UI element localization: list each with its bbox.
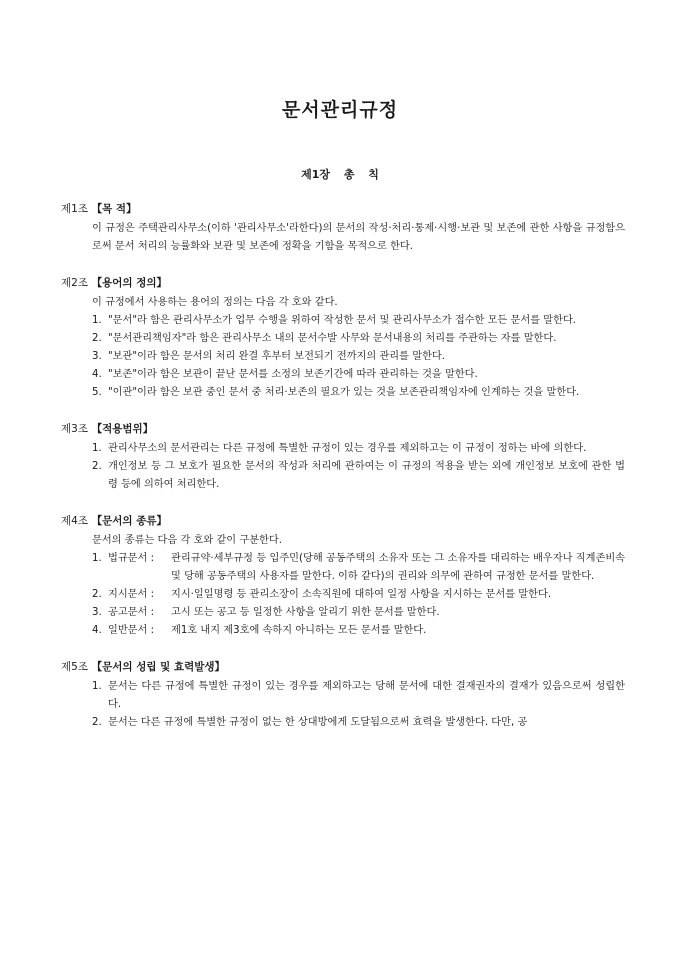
article-heading (61, 512, 625, 530)
article-intro: 이 규정에서 사용하는 용어의 정의는 다음 각 호와 같다. (92, 297, 338, 308)
article-heading (61, 200, 625, 218)
item-text: 문서는 다른 규정에 특별한 규정이 없는 한 상대방에게 도달됨으로써 효력을 발생한다. 다만, 공 (108, 717, 528, 728)
list-item (61, 458, 625, 494)
document-title: 문서관리규정 (281, 99, 399, 121)
item-number: 1. (92, 443, 102, 454)
article-title: 【문서의 종류】 (91, 515, 167, 527)
item-text: 관리규약·세부규정 등 입주민(당해 공동주택의 소유자 또는 그 소유자를 대리하는 배우자나 직계존비속 및 당해 공동주택의 사용자를 말한다. 이하 같다)의 권리와 의무에 관하여 규정한 문서를 말한다. (171, 553, 625, 582)
item-number: 4. (92, 625, 102, 636)
item-text: 고시 또는 공고 등 일정한 사항을 알리기 위한 문서를 말한다. (171, 607, 440, 618)
article-3 (61, 420, 625, 494)
list-item (61, 348, 625, 366)
item-term: 공고문서 : (108, 607, 155, 618)
item-number: 5. (92, 387, 102, 398)
item-number: 3. (92, 607, 102, 618)
definition-item (61, 586, 625, 604)
article-heading (61, 658, 625, 676)
article-number: 제4조 (61, 515, 88, 527)
item-term: 일반문서 : (108, 625, 155, 636)
article-title: 【적용범위】 (91, 423, 154, 435)
item-term: 지시문서 : (108, 589, 155, 600)
article-number: 제2조 (61, 277, 88, 289)
chapter-heading: 제1장 총 칙 (301, 168, 379, 181)
definition-item (61, 604, 625, 622)
article-5 (61, 658, 625, 732)
article-text: 이 규정은 주택관리사무소(이하 '관리사무소'라한다)의 문서의 작성·처리·통제·시행·보관 및 보존에 관한 사항을 규정함으로써 문서 처리의 능률화와 보관 및 보존에 정확을 기함을 목적으로 한다. (92, 223, 625, 252)
document-body (61, 200, 625, 750)
item-text: "문서"라 함은 관리사무소가 업무 수행을 위하여 작성한 문서 및 관리사무소가 접수한 모든 문서를 말한다. (108, 315, 577, 326)
item-text: "보존"이라 함은 보관이 끝난 문서를 소정의 보존기간에 따라 관리하는 것을 말한다. (108, 369, 478, 380)
article-4 (61, 512, 625, 640)
definition-item (61, 550, 625, 586)
item-text: 제1호 내지 제3호에 속하지 아니하는 모든 문서를 말한다. (171, 625, 427, 636)
item-text: "보관"이라 함은 문서의 처리 완결 후부터 보전되기 전까지의 관리를 말한다. (108, 351, 445, 362)
list-item (61, 312, 625, 330)
item-number: 2. (92, 717, 102, 728)
item-number: 4. (92, 369, 102, 380)
article-2 (61, 274, 625, 402)
item-number: 2. (92, 333, 102, 344)
definition-item (61, 622, 625, 640)
item-number: 1. (92, 315, 102, 326)
item-number: 3. (92, 351, 102, 362)
item-text: "문서관리책임자"라 함은 관리사무소 내의 문서수발 사무와 문서내용의 처리를 주관하는 자를 말한다. (108, 333, 557, 344)
article-number: 제1조 (61, 203, 88, 215)
list-item (61, 384, 625, 402)
item-text: "이관"이라 함은 보관 중인 문서 중 처리·보존의 필요가 있는 것을 보존관리책임자에 인계하는 것을 말한다. (108, 387, 580, 398)
article-number: 제3조 (61, 423, 88, 435)
article-number: 제5조 (61, 661, 88, 673)
item-number: 1. (92, 681, 102, 692)
list-item (61, 714, 625, 732)
item-term: 법규문서 : (108, 553, 155, 564)
article-title: 【목 적】 (91, 203, 137, 215)
article-title: 【문서의 성립 및 효력발생】 (91, 661, 226, 673)
list-item (61, 440, 625, 458)
article-title: 【용어의 정의】 (91, 277, 167, 289)
item-text: 개인정보 등 그 보호가 필요한 문서의 작성과 처리에 관하여는 이 규정의 적용을 받는 외에 개인정보 보호에 관한 법령 등에 의하여 처리한다. (108, 461, 625, 490)
item-number: 2. (92, 589, 102, 600)
list-item (61, 366, 625, 384)
item-number: 1. (92, 553, 102, 564)
item-text: 관리사무소의 문서관리는 다른 규정에 특별한 규정이 있는 경우를 제외하고는 이 규정이 정하는 바에 의한다. (108, 443, 587, 454)
item-text: 문서는 다른 규정에 특별한 규정이 있는 경우를 제외하고는 당해 문서에 대한 결재권자의 결재가 있음으로써 성립한다. (108, 681, 625, 710)
article-heading (61, 420, 625, 438)
item-number: 2. (92, 461, 102, 472)
article-intro: 문서의 종류는 다음 각 호와 같이 구분한다. (92, 535, 282, 546)
list-item (61, 330, 625, 348)
list-item (61, 678, 625, 714)
article-heading (61, 274, 625, 292)
article-1 (61, 200, 625, 256)
item-text: 지시·일일명령 등 관리소장이 소속직원에 대하여 일정 사항을 지시하는 문서를 말한다. (171, 589, 552, 600)
